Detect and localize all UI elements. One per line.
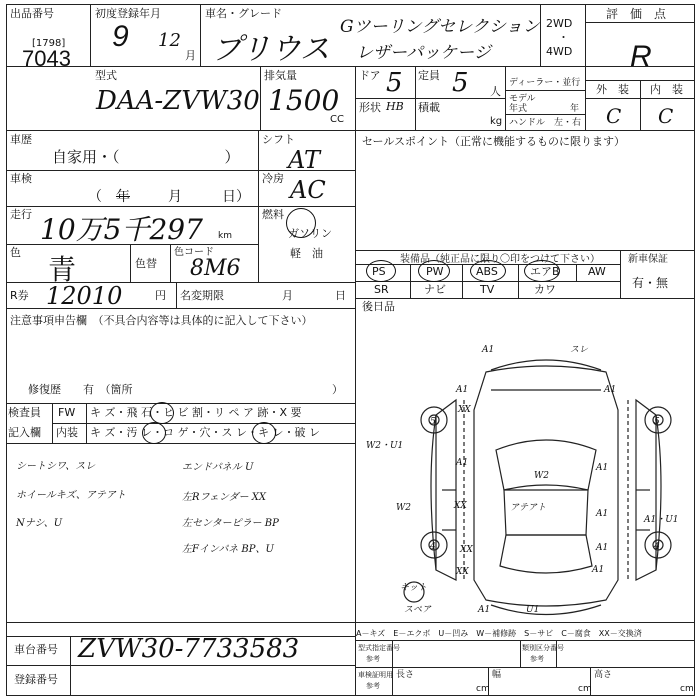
note-line: 左Fインパネ BP、U — [182, 544, 274, 555]
history-label: 車歴 — [10, 133, 32, 146]
divider — [6, 665, 355, 666]
note-line: エンドパネル U — [182, 462, 254, 473]
car-diagram — [356, 330, 695, 620]
displacement-value: 1500 — [268, 84, 340, 117]
lot-label: 出品番号 — [10, 7, 54, 20]
note-line: ホイールキズ、アテアト — [16, 490, 126, 501]
circle-mark — [524, 260, 560, 282]
divider — [355, 98, 505, 99]
car-name-label: 車名・グレード — [205, 7, 282, 20]
divider — [355, 250, 695, 251]
damage-mark: A1 — [596, 463, 609, 473]
capacity-unit: 人 — [490, 85, 501, 98]
recycle-value: 12010 — [46, 282, 123, 310]
mileage-unit: km — [218, 231, 232, 241]
shift-value: AT — [288, 146, 321, 174]
divider — [505, 90, 585, 91]
divider — [52, 403, 53, 443]
cert-ref: 参考 — [366, 682, 380, 690]
width-unit: cm — [578, 684, 592, 694]
color-value: 青 — [48, 253, 77, 286]
divider — [505, 66, 506, 130]
divider — [130, 244, 131, 282]
recycle-unit: 円 — [155, 289, 166, 302]
divider — [86, 403, 87, 443]
cert-label: 車検証明用 — [358, 671, 393, 679]
model-value: DAA-ZVW30 — [96, 86, 260, 116]
damage-legend: A－キズ E－エクボ U－凹み W－補修跡 S－サビ C－腐食 XX－交換済 — [356, 629, 642, 638]
fuel-light-oil: 軽 油 — [290, 247, 323, 260]
inspector-label-1: 検査員 — [8, 406, 41, 419]
name-change-label: 名変期限 — [180, 289, 224, 302]
model-year-label-1: モデル — [509, 94, 536, 104]
form-number-label: 型式指定番号 — [358, 644, 400, 652]
equip-abs: ABS — [476, 265, 498, 278]
height-unit: cm — [680, 684, 694, 694]
equipment-label: 装備品（純正品に限り〇印をつけて下さい） — [400, 254, 600, 265]
chassis-number: ZVW30-7733583 — [78, 634, 300, 664]
doors-label: ドア — [359, 69, 381, 82]
model-year-label-2: 年式 — [509, 104, 528, 114]
damage-mark: XX — [456, 567, 469, 577]
first-registration-label: 初度登録年月 — [95, 7, 161, 20]
damage-mark: 5 — [654, 417, 660, 427]
equip-leather: カワ — [534, 283, 556, 296]
divider — [176, 282, 177, 308]
divider — [410, 264, 411, 298]
month-unit: 月 — [185, 49, 196, 62]
inspection-month: 月 — [168, 189, 182, 205]
damage-mark: U1 — [526, 605, 540, 615]
equip-pw: PW — [426, 265, 444, 278]
drive-4wd: 4WD — [546, 45, 573, 58]
exterior-grade: C — [606, 104, 622, 128]
displacement-label: 排気量 — [264, 69, 297, 82]
form-number-ref: 参考 — [366, 655, 380, 663]
equip-ps: PS — [372, 265, 386, 278]
interior-grade: C — [658, 104, 674, 128]
load-label: 積載 — [418, 101, 440, 114]
divider — [6, 206, 355, 207]
circle-mark — [142, 422, 166, 444]
recycle-label: R券 — [10, 289, 29, 302]
damage-mark: XX — [454, 501, 467, 511]
shift-label: シフト — [262, 133, 295, 146]
inspector-label-2: 記入欄 — [8, 426, 41, 439]
damage-mark: W2 — [396, 503, 411, 513]
damage-mark: 4 — [654, 542, 660, 552]
damage-mark: スペア — [404, 605, 432, 615]
divider — [70, 636, 71, 695]
divider — [6, 130, 695, 131]
registration-label: 登録番号 — [14, 673, 58, 686]
capacity-value: 5 — [452, 68, 469, 98]
car-name: プリウス — [212, 32, 330, 67]
fuel-circle-mark — [286, 208, 316, 238]
shape-label: 形状 — [359, 101, 381, 114]
handle-label: ハンドル 左・右 — [509, 118, 582, 128]
equip-tv: TV — [480, 283, 495, 296]
drive-separator: ・ — [558, 31, 569, 44]
color-label: 色 — [10, 246, 21, 259]
shape-value: HB — [386, 100, 404, 113]
lot-sub: [1798] — [32, 38, 66, 49]
divider — [200, 4, 201, 66]
equip-airbag: エアB — [530, 265, 560, 278]
note-line: シートシワ、スレ — [16, 461, 96, 472]
circle-mark — [470, 260, 506, 282]
damage-mark: A1 — [596, 543, 609, 553]
width-label: 幅 — [492, 670, 502, 680]
damage-mark: XX — [458, 405, 471, 415]
note-line: Nナシ、U — [16, 518, 63, 529]
exterior-label: 外 装 — [596, 83, 629, 96]
divider — [355, 298, 695, 299]
damage-mark: 4 — [430, 542, 436, 552]
divider — [170, 244, 171, 282]
interior-check-label: 内装 — [56, 426, 78, 439]
fw-items: キ ズ・飛 石・ヒ ビ 割・リ ペ ア 跡・X 要 — [90, 406, 302, 419]
color-code-value: 8M6 — [190, 256, 241, 281]
equip-navi: ナビ — [424, 283, 446, 296]
first-registration-year: 9 — [112, 20, 129, 53]
class-number-label: 類別区分番号 — [522, 644, 564, 652]
fw-label: FW — [58, 406, 76, 419]
damage-mark: W2 — [534, 471, 549, 481]
load-unit: kg — [490, 116, 503, 127]
note-line: 左Rフェンダー XX — [182, 492, 267, 503]
class-number-ref: 参考 — [530, 655, 544, 663]
divider — [620, 250, 621, 298]
length-unit: cm — [476, 684, 490, 694]
name-change-day: 日 — [335, 289, 346, 302]
inspection-open: （ — [88, 189, 102, 205]
divider — [260, 66, 261, 130]
note-line: 左センターピラー BP — [182, 518, 279, 529]
damage-mark: A1 — [456, 458, 469, 468]
divider — [355, 667, 695, 668]
color-change-label: 色替 — [135, 257, 157, 270]
evaluation-label: 評 価 点 — [606, 7, 667, 21]
divider — [90, 4, 91, 66]
fuel-label: 燃料 — [262, 208, 284, 221]
divider — [585, 98, 695, 99]
divider — [6, 66, 695, 67]
circle-mark — [418, 260, 450, 282]
drive-2wd: 2WD — [546, 17, 573, 30]
divider — [52, 423, 355, 424]
first-registration-month: 12 — [158, 30, 181, 51]
divider — [6, 622, 695, 623]
aftermarket-label: 後日品 — [362, 300, 395, 313]
name-change-month: 月 — [282, 289, 293, 302]
ac-value: AC — [290, 176, 326, 204]
divider — [355, 640, 695, 641]
interior-label: 内 装 — [650, 83, 683, 96]
divider — [540, 4, 541, 66]
damage-mark: A1 — [456, 385, 469, 395]
damage-mark: A1 — [604, 385, 617, 395]
doors-value: 5 — [386, 68, 403, 98]
divider — [6, 443, 355, 444]
equip-sr: SR — [374, 283, 389, 296]
circle-mark — [252, 422, 276, 444]
length-label: 長さ — [396, 670, 415, 680]
repair-history-close: ） — [332, 383, 343, 396]
divider — [520, 640, 521, 667]
ac-label: 冷房 — [262, 172, 284, 185]
notes-label: 注意事項申告欄 （不具合内容等は具体的に記入して下さい） — [10, 314, 313, 327]
grade-line-1: Gツーリングセレクション — [340, 17, 540, 37]
damage-mark: A1・U1 — [644, 515, 679, 525]
grade-line-2: レザーパッケージ — [356, 43, 491, 63]
inspection-year: 年 — [116, 189, 130, 205]
damage-mark: キット — [400, 583, 427, 593]
damage-mark: スレ — [570, 345, 589, 355]
equip-aw: AW — [588, 265, 606, 278]
repair-history-label: 修復歴 有 （箇所 — [28, 383, 133, 396]
dealer-label: ディーラー・並行 — [509, 78, 581, 88]
new-car-warranty-value: 有・無 — [632, 276, 669, 290]
divider — [505, 114, 585, 115]
displacement-unit: CC — [330, 114, 344, 125]
damage-mark: XX — [460, 545, 473, 555]
divider — [576, 264, 577, 281]
damage-mark: A1 — [596, 509, 609, 519]
history-value: 自家用・（ ） — [52, 148, 240, 166]
inspection-label: 車検 — [10, 172, 32, 185]
evaluation-score: R — [630, 40, 652, 73]
mileage-value: 10万5千297 — [40, 213, 203, 246]
model-label: 型式 — [95, 69, 117, 82]
damage-mark: A1 — [478, 605, 491, 615]
divider — [6, 403, 355, 404]
divider — [640, 80, 641, 130]
color-code-label: 色コード — [174, 247, 214, 258]
capacity-label: 定員 — [418, 69, 440, 82]
height-label: 高さ — [594, 670, 613, 680]
damage-mark: A1 — [482, 345, 495, 355]
lot-number: 7043 — [22, 46, 71, 71]
year-unit: 年 — [570, 104, 580, 114]
chassis-label: 車台番号 — [14, 643, 58, 656]
selling-points-label: セールスポイント（正常に機能するものに限ります） — [362, 135, 626, 148]
new-car-warranty-label: 新車保証 — [628, 254, 668, 265]
fuel-gasoline: ガソリン — [288, 227, 332, 240]
damage-mark: A1 — [592, 565, 605, 575]
damage-mark: 5 — [430, 417, 436, 427]
mileage-label: 走行 — [10, 208, 32, 221]
damage-mark: アテアト — [510, 503, 547, 513]
divider — [518, 264, 519, 298]
interior-check-items: キ ズ・汚 レ・コ ゲ・穴・ス レ・キ レ・破 レ — [90, 426, 320, 439]
circle-mark — [150, 402, 174, 424]
circle-mark — [366, 260, 396, 282]
divider — [462, 264, 463, 298]
damage-mark: W2・U1 — [366, 441, 404, 451]
inspection-day: 日） — [222, 189, 250, 205]
divider — [585, 22, 695, 23]
